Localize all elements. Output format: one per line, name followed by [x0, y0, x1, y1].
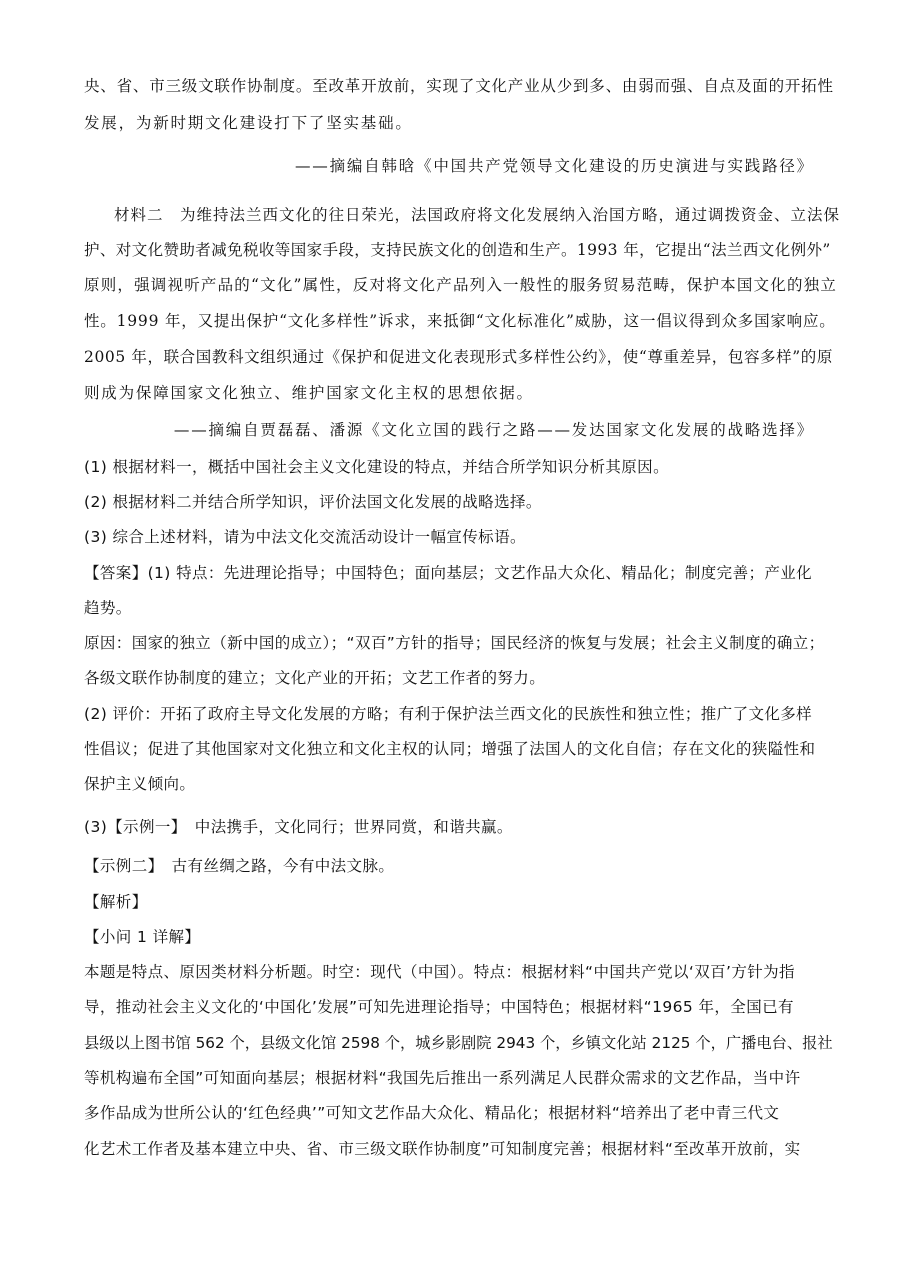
- material2-line: 原则，强调视听产品的“文化”属性，反对将文化产品列入一般性的服务贸易范畴，保护本国文化的独立: [84, 276, 838, 294]
- question-3: (3) 综合上述材料，请为中法文化交流活动设计一幅宣传标语。: [84, 528, 526, 546]
- answer-example-2: 【示例二】 古有丝绸之路，今有中法文脉。: [84, 857, 395, 875]
- analysis-line: 等机构遍布全国”可知面向基层；根据材料“我国先后推出一系列满足人民群众需求的文艺作品，当中许: [84, 1069, 801, 1087]
- material2-source: ——摘编自贾磊磊、潘源《文化立国的践行之路——发达国家文化发展的战略选择》: [173, 421, 814, 439]
- answer-example-1: (3)【示例一】 中法携手，文化同行；世界同赏，和谐共赢。: [84, 818, 513, 836]
- material1-line: 发展，为新时期文化建设打下了坚实基础。: [84, 114, 413, 132]
- material2-line: 则成为保障国家文化独立、维护国家文化主权的思想依据。: [84, 384, 534, 402]
- answer-line: 各级文联作协制度的建立；文化产业的开拓；文艺工作者的努力。: [84, 669, 546, 687]
- analysis-line: 县级以上图书馆 562 个，县级文化馆 2598 个，城乡影剧院 2943 个，乡镇文化站 2125 个，广播电台、报社: [84, 1034, 833, 1052]
- question-1: (1) 根据材料一，概括中国社会主义文化建设的特点，并结合所学知识分析其原因。: [84, 458, 669, 476]
- analysis-line: 多作品成为世所公认的‘红色经典’”可知文艺作品大众化、精品化；根据材料“培养出了老中青三代文: [84, 1104, 780, 1122]
- analysis-line: 本题是特点、原因类材料分析题。时空：现代（中国）。特点：根据材料“中国共产党以‘双百’方针为指: [84, 963, 795, 981]
- material2-line: 材料二 为维持法兰西文化的往日荣光，法国政府将文化发展纳入治国方略，通过调拨资金、立法保: [114, 206, 841, 224]
- material2-line: 性。1999 年，又提出保护“文化多样性”诉求，来抵御“文化标准化”威胁，这一倡议得到众多国家响应。: [84, 312, 836, 330]
- answer-line: 性倡议；促进了其他国家对文化独立和文化主权的认同；增强了法国人的文化自信；存在文化的狭隘性和: [84, 740, 816, 758]
- answer-line: 趋势。: [84, 599, 132, 617]
- analysis-heading: 【解析】: [84, 893, 148, 911]
- answer-line: 【答案】(1) 特点：先进理论指导；中国特色；面向基层；文艺作品大众化、精品化；制度完善；产业化: [84, 564, 813, 582]
- sub1-heading: 【小问 1 详解】: [84, 928, 201, 946]
- answer-line: 保护主义倾向。: [84, 775, 196, 793]
- analysis-line: 导，推动社会主义文化的‘中国化’发展”可知先进理论指导；中国特色；根据材料“1965 年，全国已有: [84, 998, 794, 1016]
- material2-line: 护、对文化赞助者减免税收等国家手段，支持民族文化的创造和生产。1993 年，它提出“法兰西文化例外”: [84, 241, 831, 259]
- material2-line: 2005 年，联合国教科文组织通过《保护和促进文化表现形式多样性公约》，使“尊重差异，包容多样”的原: [84, 348, 833, 366]
- question-2: (2) 根据材料二并结合所学知识，评价法国文化发展的战略选择。: [84, 493, 542, 511]
- material1-line: 央、省、市三级文联作协制度。至改革开放前，实现了文化产业从少到多、由弱而强、自点及面的开拓性: [84, 77, 834, 95]
- answer-line: 原因：国家的独立（新中国的成立）；“双百”方针的指导；国民经济的恢复与发展；社会主义制度的确立；: [84, 634, 825, 652]
- answer-line: (2) 评价：开拓了政府主导文化发展的方略；有利于保护法兰西文化的民族性和独立性；推广了文化多样: [84, 705, 813, 723]
- material1-source: ——摘编自韩晗《中国共产党领导文化建设的历史演进与实践路径》: [294, 157, 814, 175]
- analysis-line: 化艺术工作者及基本建立中央、省、市三级文联作协制度”可知制度完善；根据材料“至改革开放前，实: [84, 1140, 801, 1158]
